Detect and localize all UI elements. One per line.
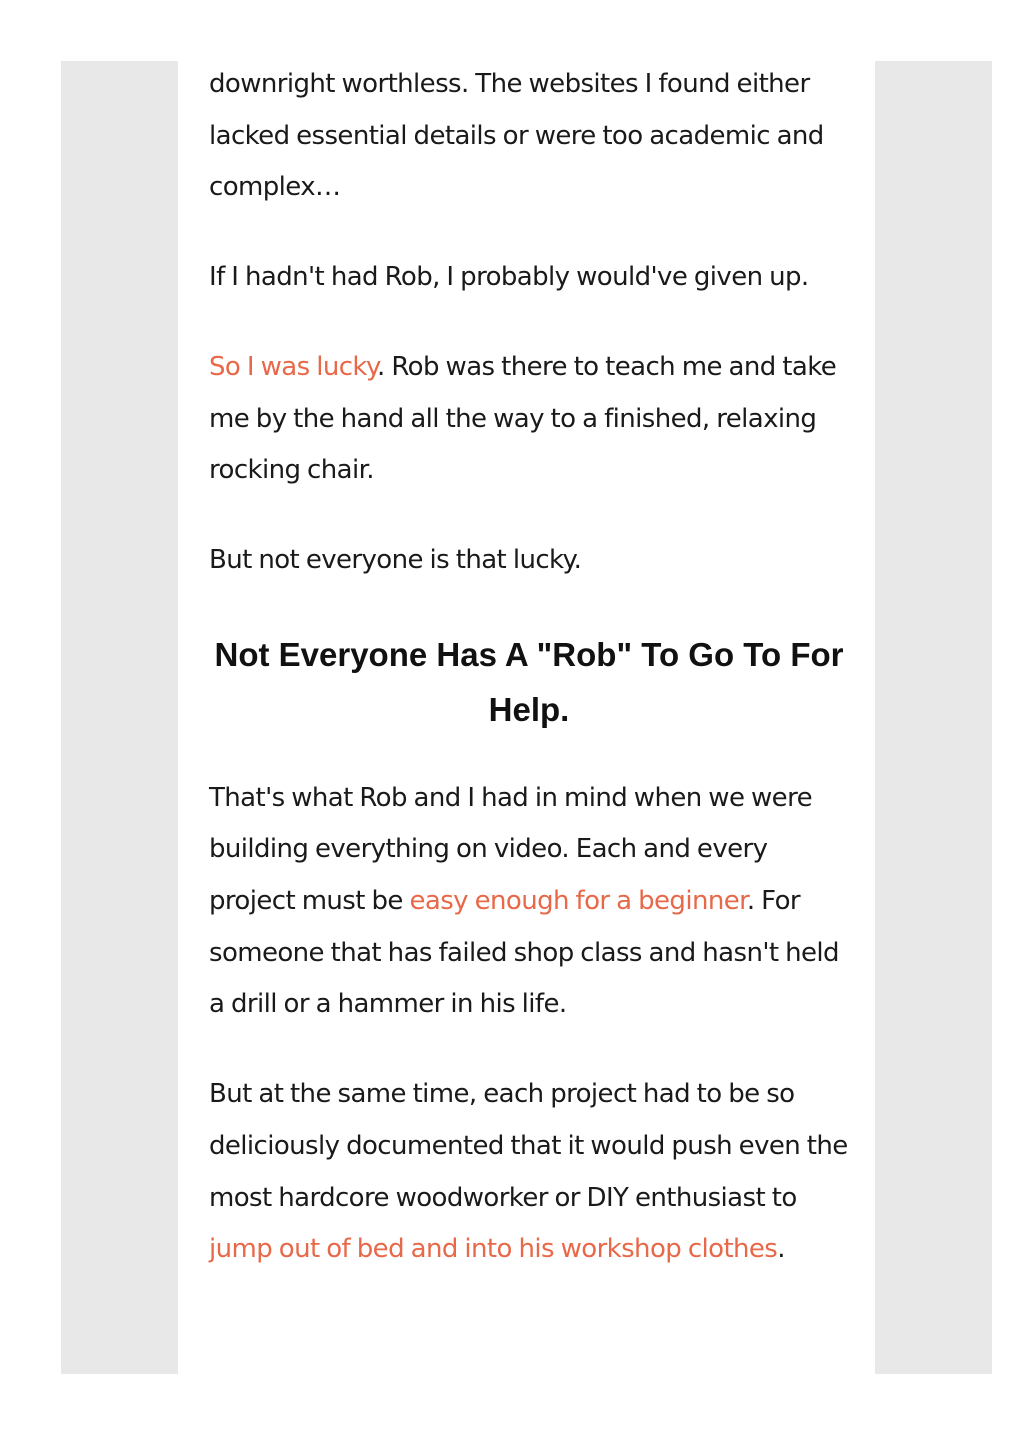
paragraph-not-everyone-lucky: But not everyone is that lucky. <box>209 544 582 575</box>
section-heading: Not Everyone Has A "Rob" To Go To For Help. <box>214 635 844 728</box>
paragraph-documented-text-before: But at the same time, each project had to be so deliciously documented that it would push even the most hardcore woodworker or DIY enthusiast to <box>209 1079 848 1213</box>
paragraph-beginner-text-before: That's what Rob and I had in mind when we were building everything on video. Each and every project must be <box>209 782 812 917</box>
paragraph-beginner <box>209 773 849 1032</box>
paragraph-websites-worthless: downright worthless. The websites I found either lacked essential details or were too academic and complex… <box>209 69 824 203</box>
paragraph-beginner-text-after: . For someone that has failed shop class and hasn't held a drill or a hammer in his life. <box>209 886 839 1020</box>
highlight-easy-enough: easy enough for a beginner <box>409 886 747 917</box>
right-gutter <box>875 61 992 1374</box>
highlight-jump-out-of-bed: jump out of bed and into his workshop clothes <box>209 1234 778 1265</box>
left-gutter <box>61 61 178 1374</box>
highlight-so-i-was-lucky: So I was lucky <box>209 351 378 382</box>
paragraph-documented <box>209 1069 849 1276</box>
paragraph-lucky <box>209 342 849 497</box>
paragraph-lucky-text: . Rob was there to teach me and take me by the hand all the way to a finished, relaxing rocking chair. <box>209 351 837 486</box>
article-body <box>209 59 849 1276</box>
paragraph-documented-text-after: . <box>777 1234 785 1265</box>
paragraph-without-rob: If I hadn't had Rob, I probably would've given up. <box>209 262 809 293</box>
